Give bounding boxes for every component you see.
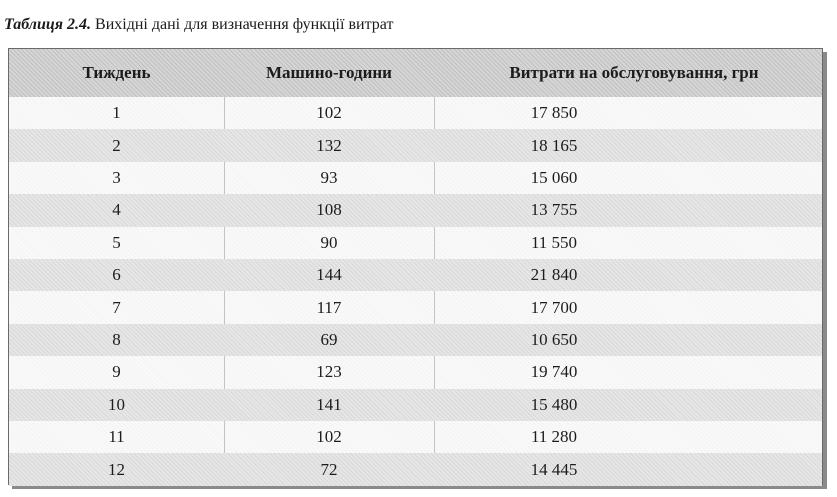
- cell-costs: 17 700: [530, 297, 578, 317]
- cell-machine-hours: 132: [316, 135, 342, 155]
- table-row: [9, 421, 822, 453]
- cell-machine-hours: 102: [316, 103, 342, 123]
- cell-week: 3: [112, 167, 121, 187]
- caption-label: Таблиця 2.4.: [4, 16, 92, 33]
- header-maintenance-costs: Витрати на обслуговування, грн: [509, 63, 759, 82]
- cell-week: 1: [112, 103, 121, 123]
- cell-machine-hours: 123: [316, 362, 342, 382]
- cell-machine-hours: 117: [316, 297, 342, 317]
- cell-costs: 11 550: [530, 232, 578, 252]
- cell-machine-hours: 102: [316, 427, 342, 447]
- cell-machine-hours: 141: [316, 394, 342, 414]
- cell-costs: 21 840: [530, 265, 578, 285]
- cell-costs: 11 280: [530, 427, 578, 447]
- table-row: [9, 356, 822, 388]
- cell-machine-hours: 72: [320, 459, 338, 479]
- table-row: [9, 453, 822, 485]
- table-row: [9, 97, 822, 129]
- cell-costs: 15 060: [530, 167, 578, 187]
- table-row: [9, 324, 822, 356]
- table-row: [9, 259, 822, 291]
- cell-costs: 19 740: [530, 362, 578, 382]
- table-row: [9, 389, 822, 421]
- cell-week: 10: [108, 394, 125, 414]
- data-table: [8, 48, 823, 485]
- cell-week: 5: [112, 232, 121, 252]
- table-header-row: [9, 49, 822, 97]
- cell-costs: 15 480: [530, 394, 578, 414]
- cell-week: 11: [108, 427, 125, 447]
- cell-week: 8: [112, 329, 121, 349]
- cell-costs: 10 650: [530, 329, 578, 349]
- cell-week: 6: [112, 265, 121, 285]
- cell-machine-hours: 90: [320, 232, 338, 252]
- table-row: [9, 162, 822, 194]
- cell-machine-hours: 108: [316, 200, 342, 220]
- header-machine-hours: Машино-години: [266, 63, 392, 82]
- cell-machine-hours: 93: [320, 167, 338, 187]
- table-row: [9, 291, 822, 323]
- table-row: [9, 194, 822, 226]
- header-week: Тиждень: [82, 63, 151, 82]
- cell-week: 4: [112, 200, 121, 220]
- cell-machine-hours: 144: [316, 265, 342, 285]
- cell-costs: 13 755: [530, 200, 578, 220]
- cell-costs: 17 850: [530, 103, 578, 123]
- cell-week: 7: [112, 297, 121, 317]
- table-row: [9, 227, 822, 259]
- table-row: [9, 129, 822, 161]
- caption-text: Вихідні дані для визначення функції витрат: [95, 16, 394, 33]
- cell-week: 12: [108, 459, 125, 479]
- table-caption: [4, 16, 393, 34]
- cell-costs: 14 445: [530, 459, 578, 479]
- cell-machine-hours: 69: [320, 329, 338, 349]
- cell-week: 9: [112, 362, 121, 382]
- cell-costs: 18 165: [530, 135, 578, 155]
- cell-week: 2: [112, 135, 121, 155]
